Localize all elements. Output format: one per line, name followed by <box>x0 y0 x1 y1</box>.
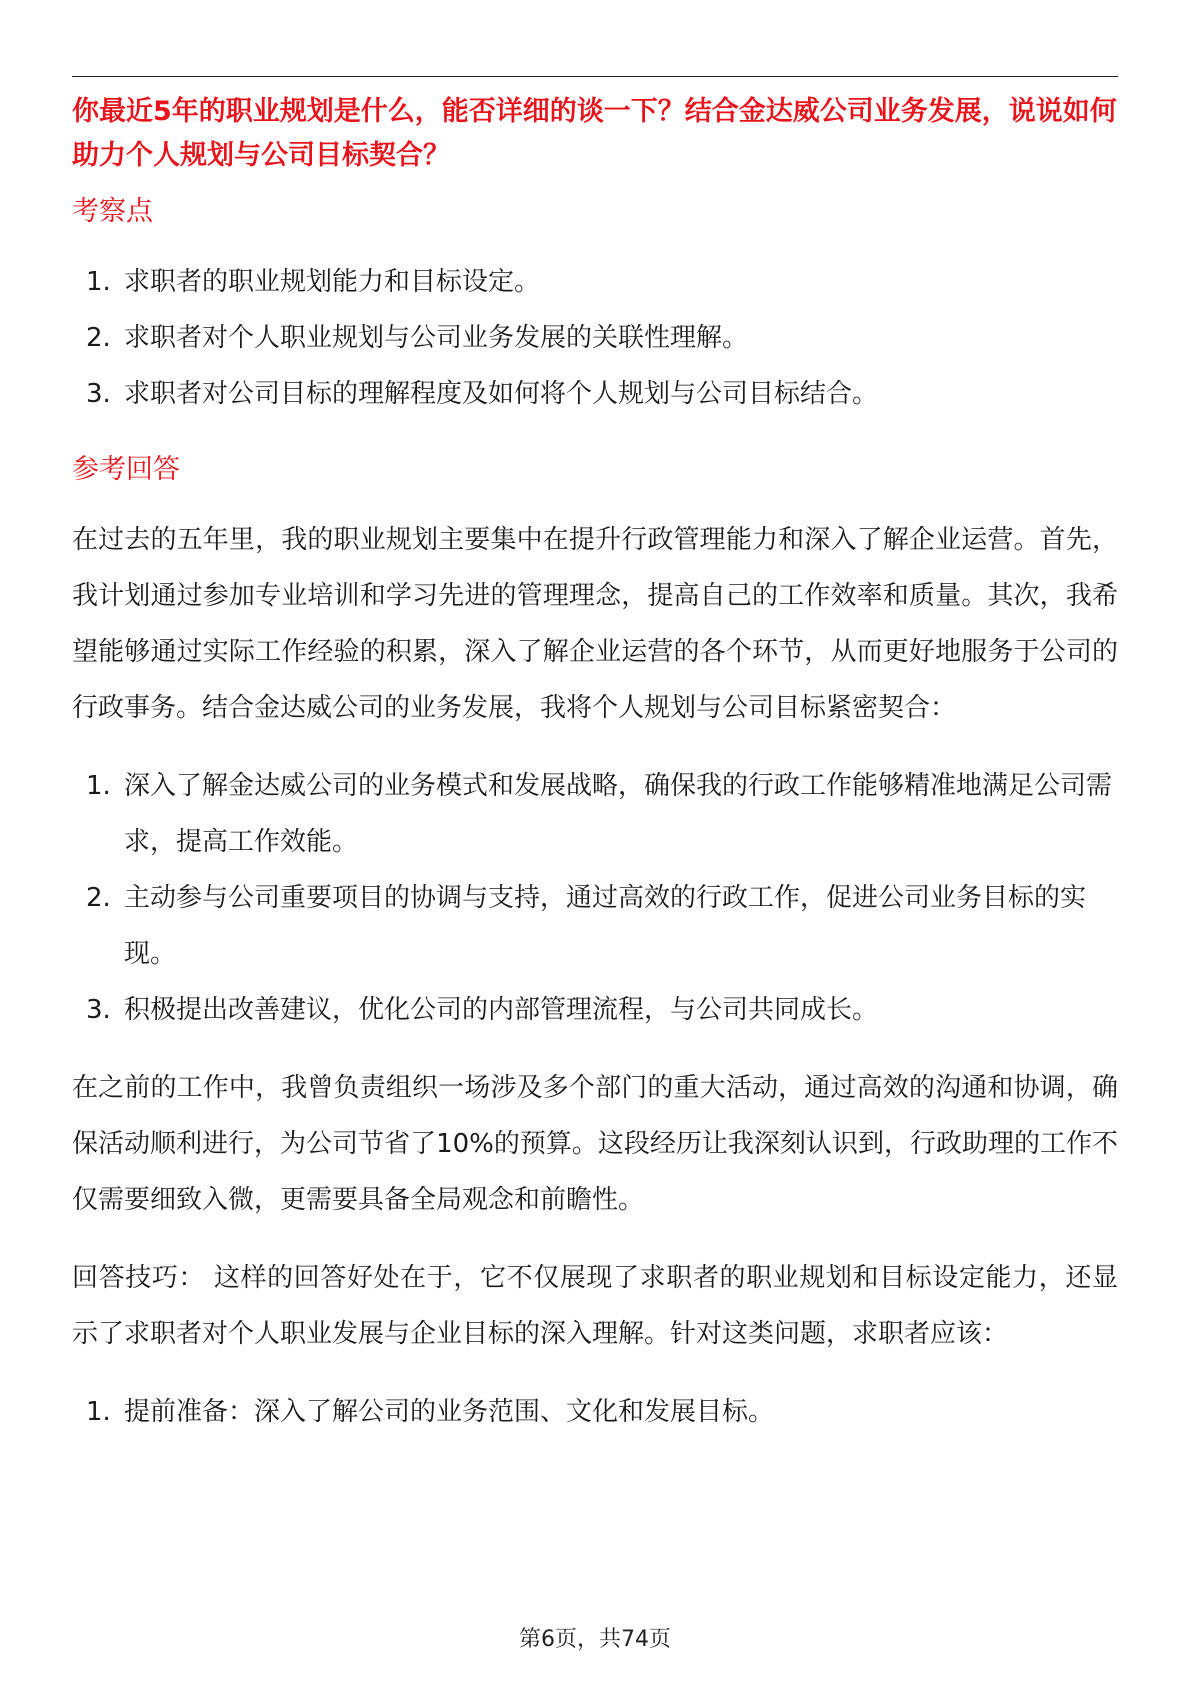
list-number: 3. <box>86 379 111 409</box>
list-number: 2. <box>86 883 111 913</box>
list-item <box>72 254 1118 310</box>
answer-paragraph: 在过去的五年里，我的职业规划主要集中在提升行政管理能力和深入了解企业运营。首先，我计划通过参加专业培训和学习先进的管理理念，提高自己的工作效率和质量。其次，我希望能够通过实际工作经验的积累，深入了解企业运营的各个环节，从而更好地服务于公司的行政事务。结合金达威公司的业务发展，我将个人规划与公司目标紧密契合： <box>72 525 1118 723</box>
list-number: 1. <box>86 1397 111 1427</box>
section-title-assessment: 考察点 <box>72 196 153 227</box>
list-text: 主动参与公司重要项目的协调与支持，通过高效的行政工作，促进公司业务目标的实现。 <box>124 883 1087 969</box>
section-title-answer: 参考回答 <box>72 454 180 485</box>
list-text: 求职者对个人职业规划与公司业务发展的关联性理解。 <box>124 323 749 353</box>
list-number: 1. <box>86 771 111 801</box>
tips-list <box>72 1384 1118 1440</box>
question-heading: 你最近5年的职业规划是什么，能否详细的谈一下？结合金达威公司业务发展，说说如何助力个人规划与公司目标契合？ <box>72 96 1117 171</box>
list-number: 3. <box>86 995 111 1025</box>
list-item <box>72 982 1118 1038</box>
list-item <box>72 366 1118 422</box>
list-text: 提前准备：深入了解公司的业务范围、文化和发展目标。 <box>124 1397 775 1427</box>
tips-paragraph: 回答技巧： 这样的回答好处在于，它不仅展现了求职者的职业规划和目标设定能力，还显示了求职者对个人职业发展与企业目标的深入理解。针对这类问题，求职者应该： <box>72 1263 1118 1349</box>
list-item <box>72 758 1118 870</box>
list-number: 2. <box>86 323 111 353</box>
list-item <box>72 310 1118 366</box>
list-text: 积极提出改善建议，优化公司的内部管理流程，与公司共同成长。 <box>124 995 879 1025</box>
list-number: 1. <box>86 267 111 297</box>
answer-list <box>72 758 1118 1038</box>
list-text: 深入了解金达威公司的业务模式和发展战略，确保我的行政工作能够精准地满足公司需求，提高工作效能。 <box>124 771 1113 857</box>
header-rule <box>72 76 1118 77</box>
page-content <box>72 90 1118 1440</box>
experience-paragraph: 在之前的工作中，我曾负责组织一场涉及多个部门的重大活动，通过高效的沟通和协调，确保活动顺利进行，为公司节省了10%的预算。这段经历让我深刻认识到，行政助理的工作不仅需要细致入微，更需要具备全局观念和前瞻性。 <box>72 1073 1118 1215</box>
assessment-list <box>72 254 1118 422</box>
list-item <box>72 1384 1118 1440</box>
list-text: 求职者对公司目标的理解程度及如何将个人规划与公司目标结合。 <box>124 379 879 409</box>
list-text: 求职者的职业规划能力和目标设定。 <box>124 267 541 297</box>
list-item <box>72 870 1118 982</box>
page-footer: 第6页，共74页 <box>519 1627 671 1652</box>
